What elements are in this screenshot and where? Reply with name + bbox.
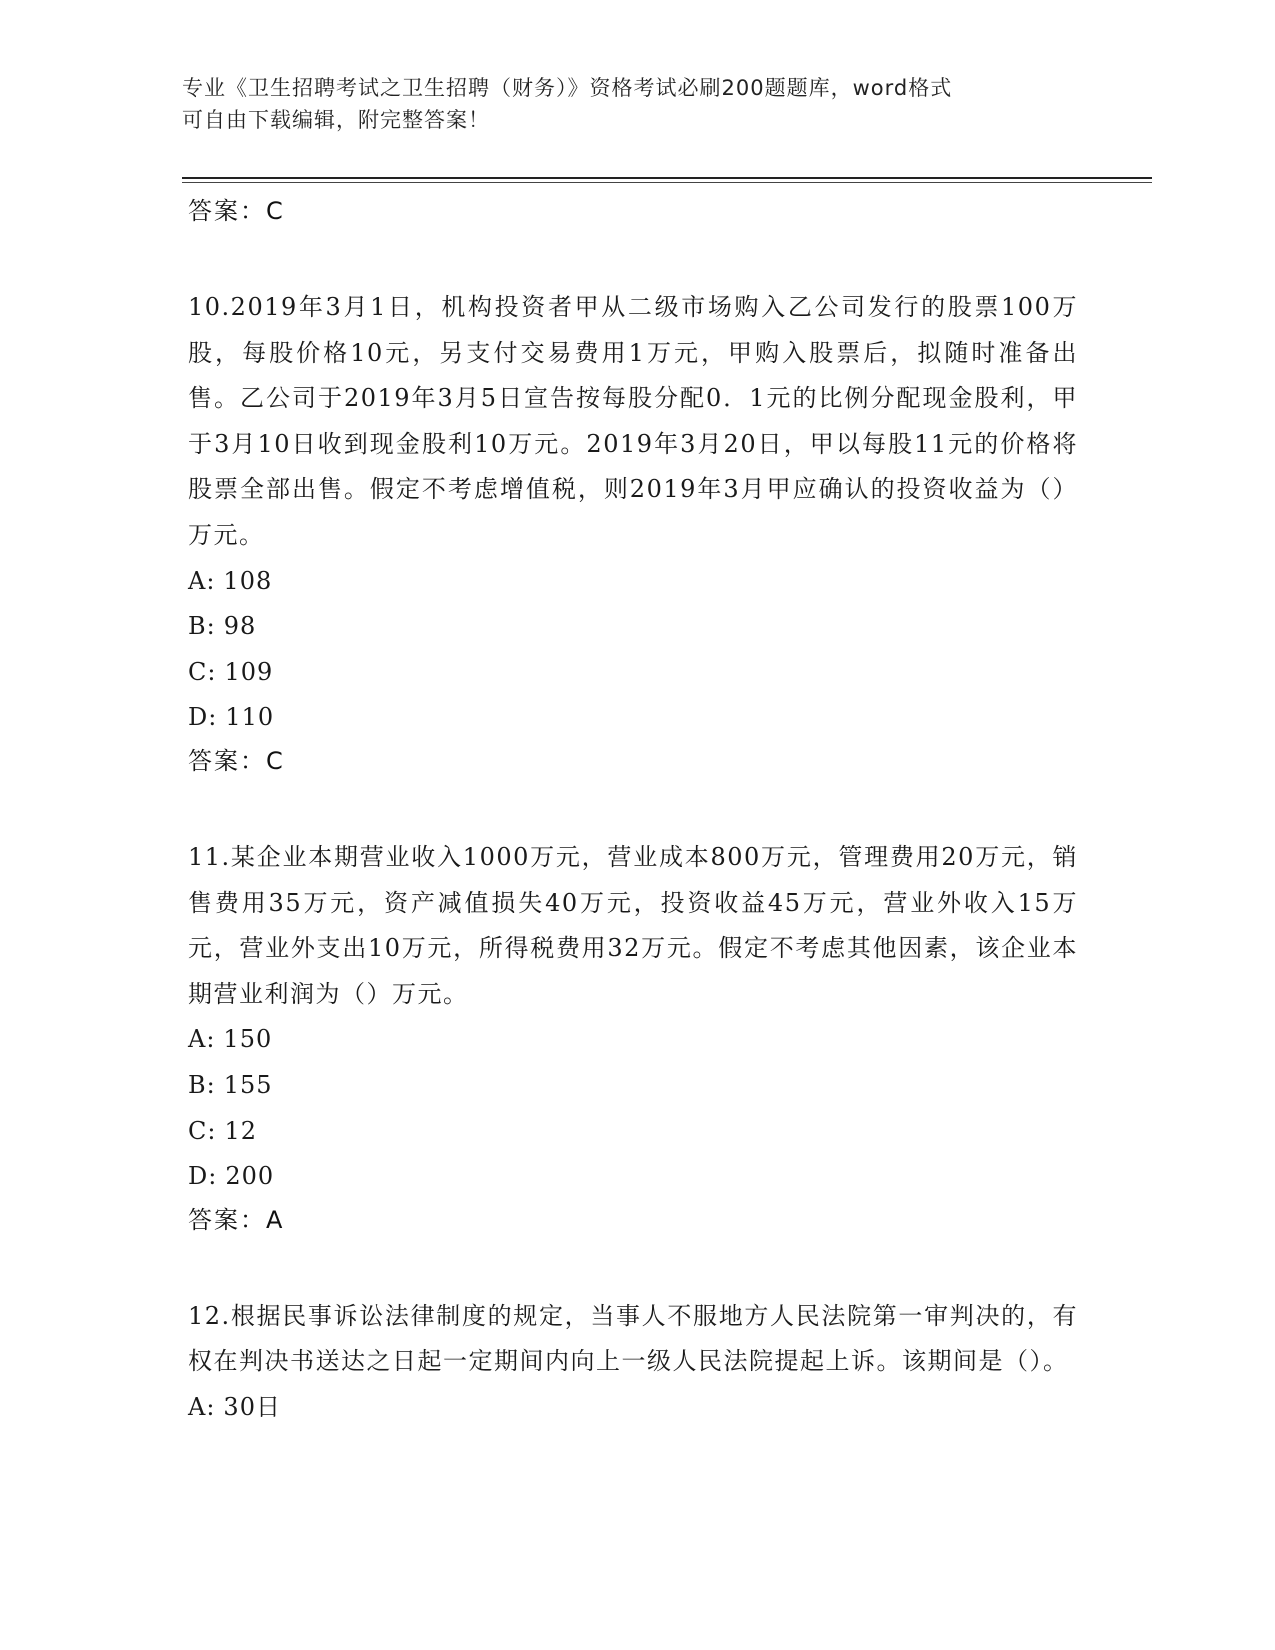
- spacer: [188, 1240, 1078, 1294]
- option-value: 110: [225, 703, 275, 732]
- question-10: [188, 285, 1078, 781]
- header-rule-thin: [182, 182, 1152, 183]
- option-key: D:: [188, 703, 218, 732]
- question-11: [188, 835, 1078, 1240]
- document-body: [188, 191, 1078, 1430]
- spacer: [188, 781, 1078, 835]
- header-rule-thick: [182, 177, 1152, 179]
- document-header: [182, 72, 1062, 136]
- question-12-option-a: [188, 1385, 1078, 1431]
- header-line-2: 可自由下载编辑，附完整答案！: [182, 108, 490, 132]
- answer-previous: 答案：C: [188, 197, 285, 225]
- option-value: 30日: [223, 1392, 281, 1421]
- option-value: 150: [223, 1025, 273, 1054]
- question-12-text: 12.根据民事诉讼法律制度的规定，当事人不服地方人民法院第一审判决的，有权在判决书送达之日起一定期间内向上一级人民法院提起上诉。该期间是（）。: [188, 1301, 1078, 1376]
- question-10-text: 10.2019年3月1日，机构投资者甲从二级市场购入乙公司发行的股票100万股，每股价格10元，另支付交易费用1万元，甲购入股票后，拟随时准备出售。乙公司于2019年3月5日宣告按每股分配0．1元的比例分配现金股利，甲于3月10日收到现金股利10万元。2019年3月20日，甲以每股11元的价格将股票全部出售。假定不考虑增值税，则2019年3月甲应确认的投资收益为（）万元。: [188, 293, 1078, 549]
- question-10-option-b: [188, 604, 1078, 650]
- option-value: 98: [223, 612, 257, 641]
- question-10-option-c: [188, 650, 1078, 696]
- option-key: A:: [188, 566, 216, 595]
- option-value: 108: [223, 566, 273, 595]
- spacer: [188, 231, 1078, 285]
- option-key: C:: [188, 1116, 217, 1145]
- option-key: B:: [188, 612, 216, 641]
- question-12: [188, 1294, 1078, 1431]
- option-key: C:: [188, 657, 217, 686]
- option-value: 109: [224, 657, 274, 686]
- option-key: D:: [188, 1162, 218, 1191]
- question-11-option-c: [188, 1109, 1078, 1155]
- option-key: B:: [188, 1070, 216, 1099]
- question-11-option-b: [188, 1063, 1078, 1109]
- question-10-answer: 答案：C: [188, 746, 285, 775]
- question-11-answer: 答案：A: [188, 1205, 285, 1234]
- option-key: A:: [188, 1392, 216, 1421]
- option-key: A:: [188, 1025, 216, 1054]
- option-value: 12: [224, 1116, 257, 1145]
- question-11-option-d: [188, 1154, 1078, 1200]
- header-line-1: 专业《卫生招聘考试之卫生招聘（财务）》资格考试必刷200题题库，word格式: [182, 76, 953, 100]
- question-11-option-a: [188, 1017, 1078, 1063]
- question-10-option-a: [188, 559, 1078, 605]
- question-10-option-d: [188, 695, 1078, 741]
- option-value: 155: [223, 1070, 273, 1099]
- question-11-text: 11.某企业本期营业收入1000万元，营业成本800万元，管理费用20万元，销售费用35万元，资产减值损失40万元，投资收益45万元，营业外收入15万元，营业外支出10万元，所得税费用32万元。假定不考虑其他因素，该企业本期营业利润为（）万元。: [188, 842, 1078, 1008]
- option-value: 200: [225, 1162, 275, 1191]
